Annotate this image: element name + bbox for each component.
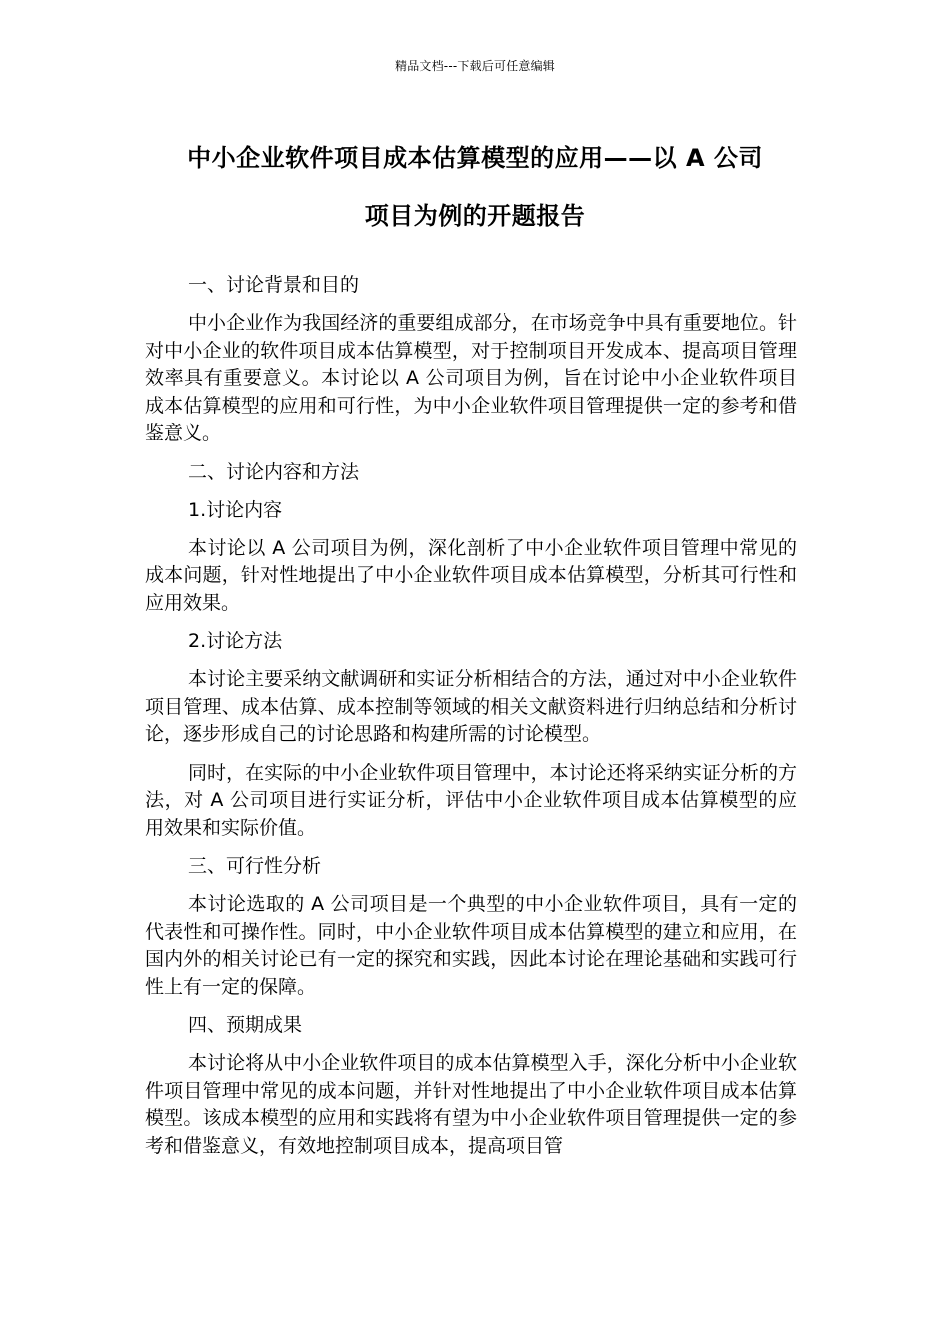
section-heading-expected-results: 四、预期成果 xyxy=(188,1014,303,1036)
document-title-line-1: 中小企业软件项目成本估算模型的应用——以 A 公司 xyxy=(187,144,763,172)
document-body xyxy=(145,272,797,1171)
paragraph-expected-results: 本讨论将从中小企业软件项目的成本估算模型入手，深化分析中小企业软件项目管理中常见的成本问题，并针对性地提出了中小企业软件项目成本估算模型。该成本模型的应用和实践将有望为中小企业软件项目管理提供一定的参考和借鉴意义，有效地控制项目成本，提高项目管 xyxy=(145,1052,797,1157)
section-heading-feasibility: 三、可行性分析 xyxy=(188,855,322,877)
section-heading-content-methods: 二、讨论内容和方法 xyxy=(188,460,360,483)
subheading-research-content: 1.讨论内容 xyxy=(188,498,283,521)
subheading-research-methods: 2.讨论方法 xyxy=(188,630,283,652)
paragraph-research-content: 本讨论以 A 公司项目为例，深化剖析了中小企业软件项目管理中常见的成本问题，针对性地提出了中小企业软件项目成本估算模型，分析其可行性和应用效果。 xyxy=(145,536,797,614)
document-title-line-2: 项目为例的开题报告 xyxy=(364,202,586,230)
paragraph-feasibility: 本讨论选取的 A 公司项目是一个典型的中小企业软件项目，具有一定的代表性和可操作性。同时，中小企业软件项目成本估算模型的建立和应用，在国内外的相关讨论已有一定的探究和实践，因此本讨论在理论基础和实践可行性上有一定的保障。 xyxy=(145,893,797,998)
paragraph-research-methods-1: 本讨论主要采纳文献调研和实证分析相结合的方法，通过对中小企业软件项目管理、成本估算、成本控制等领域的相关文献资料进行归纳总结和分析讨论，逐步形成自己的讨论思路和构建所需的讨论模型。 xyxy=(145,668,797,745)
paragraph-research-methods-2: 同时，在实际的中小企业软件项目管理中，本讨论还将采纳实证分析的方法，对 A 公司项目进行实证分析，评估中小企业软件项目成本估算模型的应用效果和实际价值。 xyxy=(145,761,797,839)
page-header: 精品文档---下载后可任意编辑 xyxy=(395,59,555,73)
section-heading-background: 一、讨论背景和目的 xyxy=(188,274,360,296)
paragraph-background: 中小企业作为我国经济的重要组成部分，在市场竞争中具有重要地位。针对中小企业的软件项目成本估算模型，对于控制项目开发成本、提高项目管理效率具有重要意义。本讨论以 A 公司项目为例，旨在讨论中小企业软件项目成本估算模型的应用和可行性，为中小企业软件项目管理提供一定的参考和借鉴意义。 xyxy=(145,312,797,444)
